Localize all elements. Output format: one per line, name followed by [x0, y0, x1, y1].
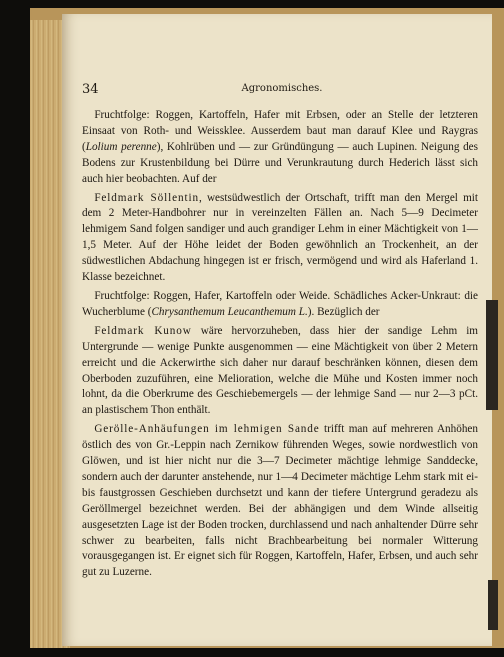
body-text	[82, 108, 478, 584]
scan-marker-lower	[488, 580, 498, 630]
text-run: Fruchtfolge: Roggen, Hafer, Kartoffeln oder Weide. Schädliches Acker-Unkraut: die Wucherblume (	[82, 289, 478, 318]
running-head: Agronomisches.	[241, 83, 323, 94]
spaced-heading: Gerölle-Anhäufungen im lehmigen Sande	[94, 423, 320, 436]
paragraph	[82, 289, 478, 321]
paragraph	[82, 422, 478, 581]
page-header	[82, 82, 482, 98]
text-run: wäre hervorzuheben, dass hier der sandige Lehm im Untergrunde — wenige Punkte ausgenommen — eine Mächtigkeit von über 2 Metern erreicht und die Ackerwirthe sich daher nur darauf beschränken können, diesen dem Oberboden zuzuführen, eine Melioration, welche die Mühe und Kosten immer noch lohnt, da die Oberkrume des Geschiebemergels — der lehmige Sand — nur 2—3 pCt. an plastischem Thon enthält.	[82, 324, 479, 417]
text-run: Fruchtfolge: Roggen, Kartoffeln, Hafer mit Erbsen, oder an Stelle der letzteren Einsaat von Roth- und Weissklee. Ausserdem baut man darauf Klee und Raygras (	[82, 109, 478, 153]
page-number: 34	[82, 82, 99, 97]
paragraph	[82, 324, 478, 419]
italic-text: Lolium perenne	[85, 140, 157, 153]
text-run: , westsüdwestlich der Ortschaft, trifft man den Mergel mit dem 2 Meter-Handbohrer nur in vereinzelten Fällen an. Nach 5—9 Decimeter lehmigem Sand folgen sandiger und auch grandiger Lehm in einer Mächtigkeit von 1—1,5 Meter. Auf der Höhe leidet der Boden gewöhnlich an Trockenheit, an der südwestlichen Abdachung hingegen ist er frisch, vermögend und wird als Haferland 1. Klasse bezeichnet.	[82, 191, 478, 284]
text-run: trifft man auf mehreren Anhöhen östlich des von Gr.-Leppin nach Zernikow führenden Weges, sowie nordwestlich von Glöwen, und ist hier nicht nur die 3—7 Decimeter mächtige lehmige Sanddecke, sondern auch der darunter anstehende, nur 1—4 Decimeter mächtige Lehm stark mit ei- bis faustgrossen Geschieben durchsetzt und kann der tiefere Untergrund geradezu als Geröllmergel bezeichnet werden. Bei der abhängigen und dem Winde allseitig ausgesetzten Lage ist der Boden trocken, durchlassend und nach anhaltender Dürre sehr schwer zu bearbeiten, falls nicht Brachbearbeitung bei normaler Witterung vorausgegangen ist. Er eignet sich für Roggen, Kartoffeln, Hafer, Erbsen, und auch sehr gut zu Luzerne.	[82, 423, 478, 579]
italic-text: Chrysanthemum Leucanthemum L.	[151, 305, 308, 318]
paragraph	[82, 191, 478, 286]
scan-marker	[486, 300, 498, 410]
spaced-heading: Feldmark Kunow	[94, 324, 192, 337]
text-run: ), Kohlrüben und — zur Gründüngung — auch Lupinen. Neigung des Bodens zur Krustenbildung bei Dürre und Verunkrautung durch Hederich lässt sich auch hier beobachten. Auf der	[82, 140, 478, 185]
spaced-heading: Feldmark Söllentin	[94, 191, 199, 204]
text-run: ). Bezüglich der	[307, 305, 380, 318]
paragraph	[82, 108, 478, 188]
